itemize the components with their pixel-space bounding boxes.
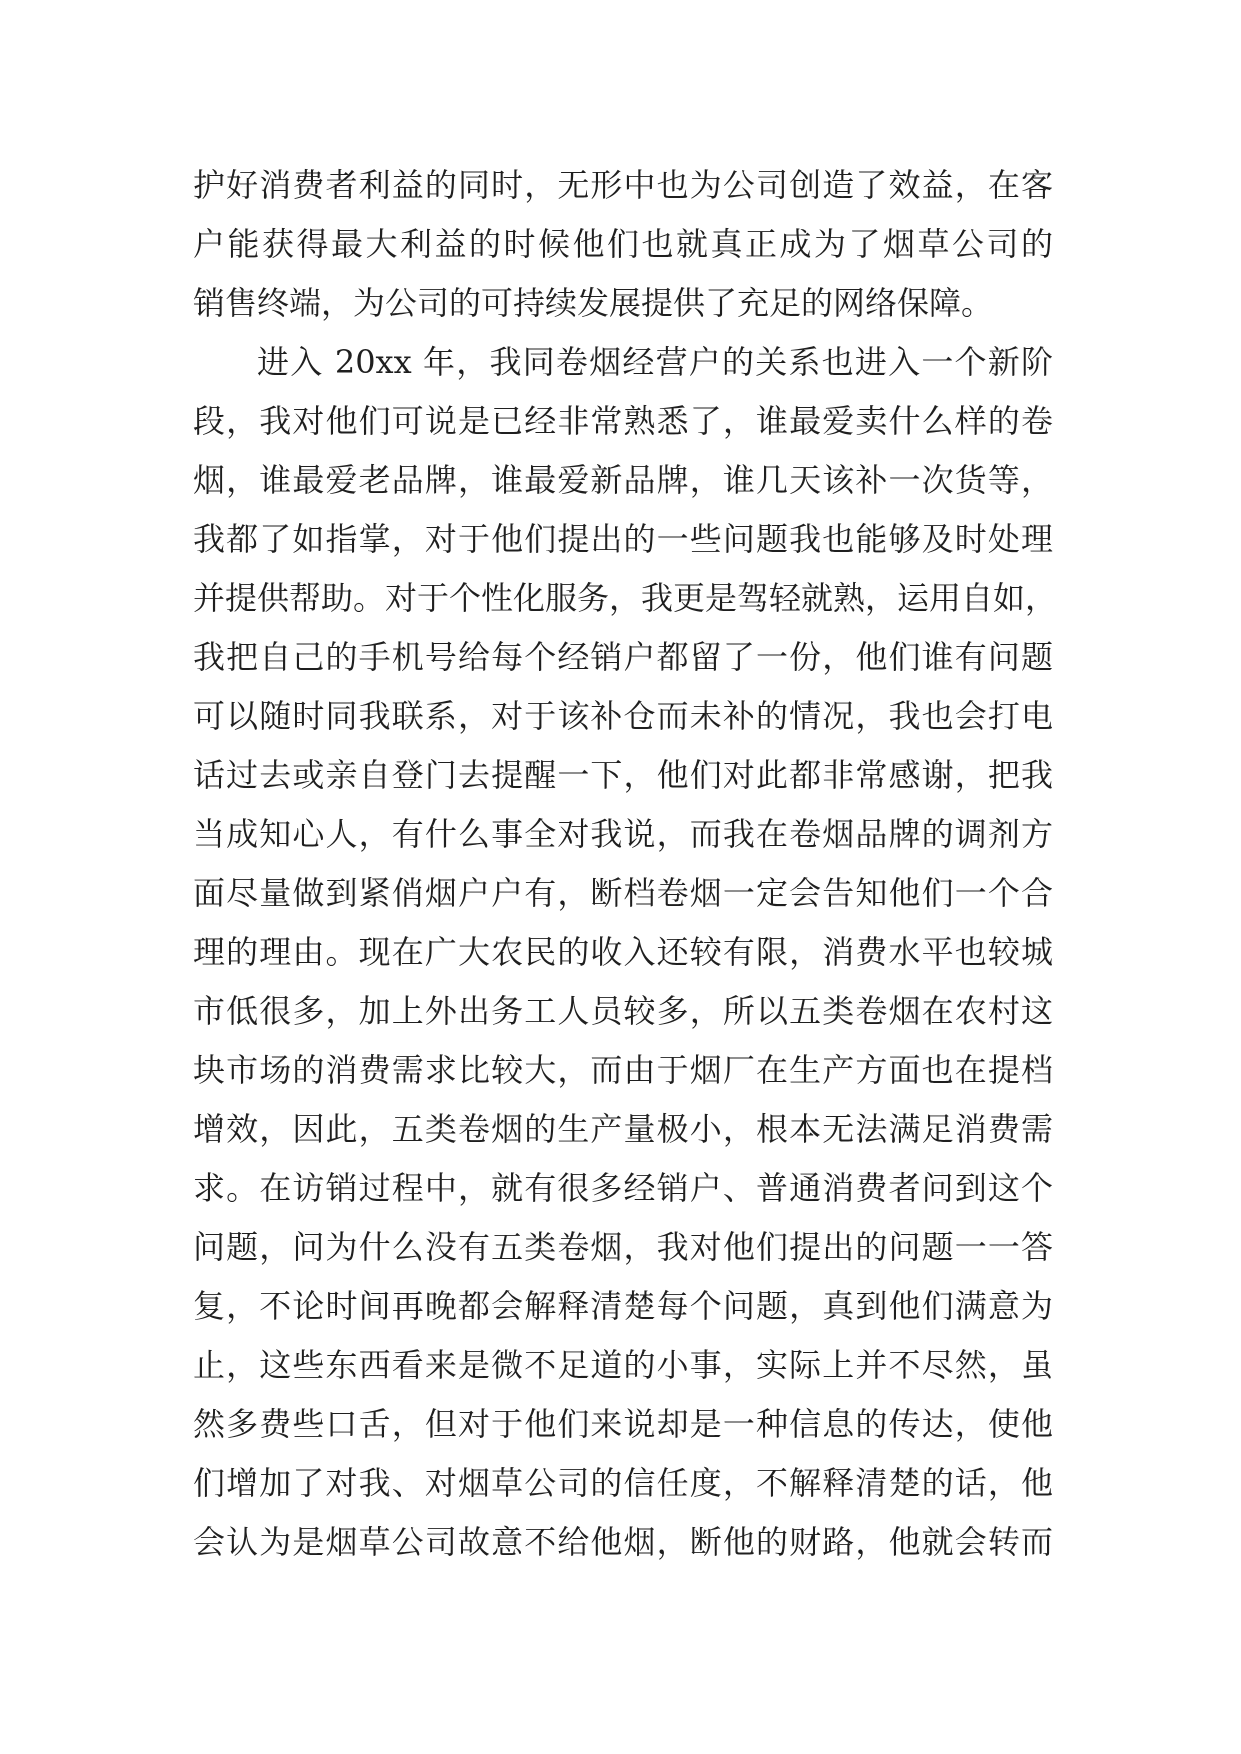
text-line: 销售终端，为公司的可持续发展提供了充足的网络保障。 [193,284,994,322]
text-line: 增效，因此，五类卷烟的生产量极小，根本无法满足消费需 [193,1110,1053,1148]
text-line: 话过去或亲自登门去提醒一下，他们对此都非常感谢，把我 [193,756,1053,794]
text-line: 然多费些口舌，但对于他们来说却是一种信息的传达，使他 [193,1405,1053,1443]
text-line: 我都了如指掌，对于他们提出的一些问题我也能够及时处理 [193,520,1053,558]
text-line: 段，我对他们可说是已经非常熟悉了，谁最爱卖什么样的卷 [193,402,1053,440]
text-line: 我把自己的手机号给每个经销户都留了一份，他们谁有问题 [193,638,1053,676]
text-line: 复，不论时间再晚都会解释清楚每个问题，真到他们满意为 [193,1287,1053,1325]
text-line: 问题，问为什么没有五类卷烟，我对他们提出的问题一一答 [193,1228,1053,1266]
text-line: 止，这些东西看来是微不足道的小事，实际上并不尽然，虽 [193,1346,1053,1384]
text-line: 们增加了对我、对烟草公司的信任度，不解释清楚的话，他 [193,1464,1053,1502]
text-line: 块市场的消费需求比较大，而由于烟厂在生产方面也在提档 [193,1051,1053,1089]
text-line: 理的理由。现在广大农民的收入还较有限，消费水平也较城 [193,933,1053,971]
text-line: 户能获得最大利益的时候他们也就真正成为了烟草公司的 [193,225,1053,263]
body-text [193,156,1058,1572]
text-line: 面尽量做到紧俏烟户户有，断档卷烟一定会告知他们一个合 [193,874,1053,912]
paragraph-first-line: 进入 20xx 年，我同卷烟经营户的关系也进入一个新阶 [257,343,1053,381]
text-line: 并提供帮助。对于个性化服务，我更是驾轻就熟，运用自如， [193,579,1058,617]
text-line: 会认为是烟草公司故意不给他烟，断他的财路，他就会转而 [193,1523,1053,1561]
text-line: 求。在访销过程中，就有很多经销户、普通消费者问到这个 [193,1169,1053,1207]
text-line: 可以随时同我联系，对于该补仓而未补的情况，我也会打电 [193,697,1053,735]
text-line: 市低很多，加上外出务工人员较多，所以五类卷烟在农村这 [193,992,1053,1030]
text-line: 护好消费者利益的同时，无形中也为公司创造了效益，在客 [193,166,1053,204]
text-line: 当成知心人，有什么事全对我说，而我在卷烟品牌的调剂方 [193,815,1053,853]
text-line: 烟，谁最爱老品牌，谁最爱新品牌，谁几天该补一次货等， [193,461,1053,499]
